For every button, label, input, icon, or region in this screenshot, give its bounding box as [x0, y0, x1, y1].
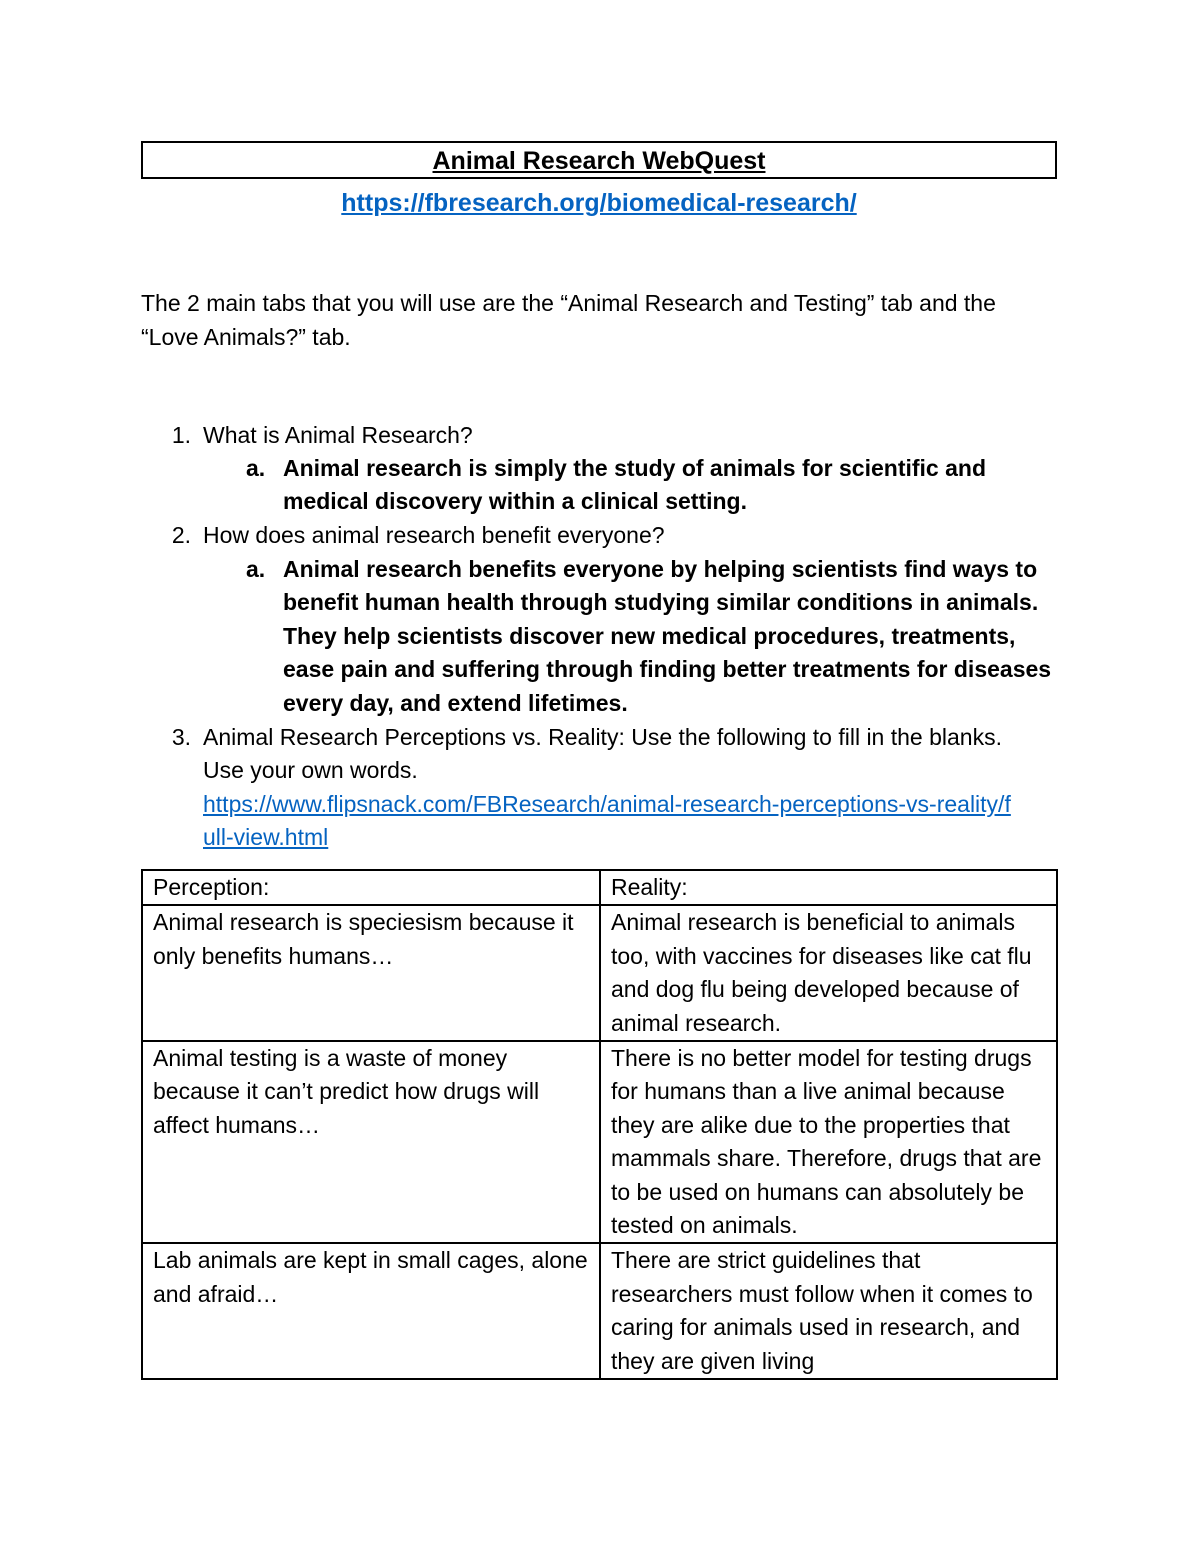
- answer-letter: a.: [246, 556, 266, 582]
- answer-text: Animal research benefits everyone by helping scientists find ways to benefit human health through studying similar conditions in animals. They help scientists discover new medical procedures, treatments, ease pain and suffering through finding better treatments for diseases every day, and extend lifetimes.: [283, 556, 1052, 716]
- perception-cell: Lab animals are kept in small cages, alone and afraid…: [142, 1243, 600, 1379]
- question-text: Animal Research Perceptions vs. Reality: Use the following to fill in the blanks. Use your own words.: [203, 724, 1002, 784]
- question-text: What is Animal Research?: [203, 422, 473, 448]
- perception-cell: Animal testing is a waste of money because it can’t predict how drugs will affect humans…: [142, 1041, 600, 1243]
- answer-text: Animal research is simply the study of animals for scientific and medical discovery within a clinical setting.: [283, 455, 986, 515]
- document-title: Animal Research WebQuest: [141, 141, 1057, 179]
- table-row: [142, 905, 1057, 1041]
- reality-cell: There are strict guidelines that researchers must follow when it comes to caring for animals used in research, and they are given living: [600, 1243, 1057, 1379]
- table-header-row: [142, 870, 1057, 905]
- perception-cell: Animal research is speciesism because it only benefits humans…: [142, 905, 600, 1041]
- answer-letter: a.: [246, 455, 266, 481]
- header-reality: Reality:: [600, 870, 1057, 905]
- perception-reality-table: [141, 869, 1058, 1380]
- reality-cell: There is no better model for testing drugs for humans than a live animal because they are alike due to the properties that mammals share. Therefore, drugs that are to be used on humans can absolutely be tested on animals.: [600, 1041, 1057, 1243]
- perceptions-reality-link[interactable]: https://www.flipsnack.com/FBResearch/animal-research-perceptions-vs-reality/full-view.html: [203, 790, 1011, 851]
- table-row: [142, 1243, 1057, 1379]
- question-number: 1.: [171, 422, 191, 448]
- question-number: 3.: [171, 724, 191, 750]
- intro-paragraph: The 2 main tabs that you will use are the “Animal Research and Testing” tab and the “Love Animals?” tab.: [141, 290, 996, 350]
- question-number: 2.: [171, 522, 191, 548]
- header-perception: Perception:: [142, 870, 600, 905]
- reality-cell: Animal research is beneficial to animals too, with vaccines for diseases like cat flu and dog flu being developed because of animal research.: [600, 905, 1057, 1041]
- table-row: [142, 1041, 1057, 1243]
- main-resource-link[interactable]: https://fbresearch.org/biomedical-research/: [341, 189, 857, 217]
- question-text: How does animal research benefit everyone?: [203, 522, 665, 548]
